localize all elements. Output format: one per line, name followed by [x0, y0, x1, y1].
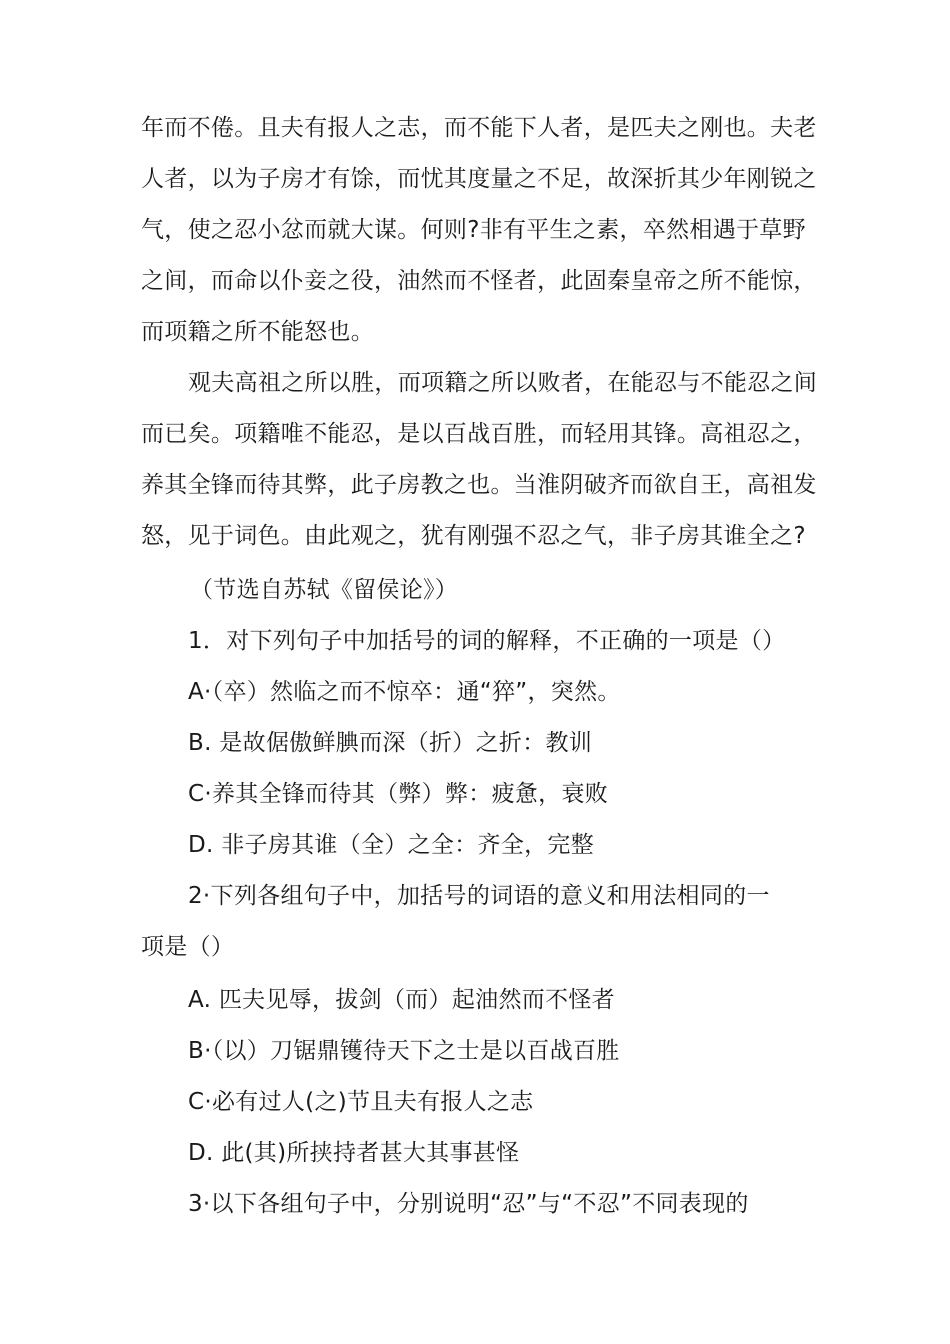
question-2-stem-continued: 项是（）	[141, 934, 235, 960]
question-1-stem: 1．对下列句子中加括号的词的解释，不正确的一项是（）	[188, 628, 786, 654]
passage-line: 而已矣。项籍唯不能忍，是以百战百胜，而轻用其锋。高祖忍之，	[141, 421, 817, 447]
passage-line: 而项籍之所不能怒也。	[141, 319, 374, 345]
question-3-stem: 3·以下各组句子中，分别说明“忍”与“不忍”不同表现的	[188, 1191, 749, 1217]
passage-line: 人者，以为子房才有馀，而忧其度量之不足，故深折其少年刚锐之	[141, 166, 817, 192]
question-2-option-d: D. 此(其)所挟持者甚大其事甚怪	[188, 1140, 520, 1166]
question-1-option-a: A·（卒）然临之而不惊卒：通“猝”，突然。	[188, 679, 621, 705]
passage-source: （节选自苏轼《留侯论》）	[190, 577, 459, 603]
question-1-option-c: C·养其全锋而待其（弊）弊：疲惫，衰败	[188, 781, 609, 807]
passage-line: 气，使之忍小忿而就大谋。何则?非有平生之素，卒然相遇于草野	[141, 217, 806, 243]
question-1-option-b: B. 是故倨傲鲜腆而深（折）之折：教训	[188, 730, 593, 756]
question-2-option-b: B·（以）刀锯鼎镬待天下之士是以百战百胜	[188, 1038, 620, 1064]
passage-line: 养其全锋而待其弊，此子房教之也。当淮阴破齐而欲自王，高祖发	[141, 472, 817, 498]
passage-line: 观夫高祖之所以胜，而项籍之所以败者，在能忍与不能忍之间	[188, 370, 818, 396]
passage-line: 怒，见于词色。由此观之，犹有刚强不忍之气，非子房其谁全之?	[141, 523, 806, 549]
question-2-option-a: A. 匹夫见辱，拔剑（而）起油然而不怪者	[188, 987, 615, 1013]
question-1-option-d: D. 非子房其谁（全）之全：齐全，完整	[188, 832, 595, 858]
passage-line: 年而不倦。且夫有报人之志，而不能下人者，是匹夫之刚也。夫老	[141, 115, 817, 141]
question-2-option-c: C·必有过人(之)节且夫有报人之志	[188, 1089, 534, 1115]
passage-line: 之间，而命以仆妾之役，油然而不怪者，此固秦皇帝之所不能惊，	[141, 268, 817, 294]
question-2-stem: 2·下列各组句子中，加括号的词语的意义和用法相同的一	[188, 883, 770, 909]
